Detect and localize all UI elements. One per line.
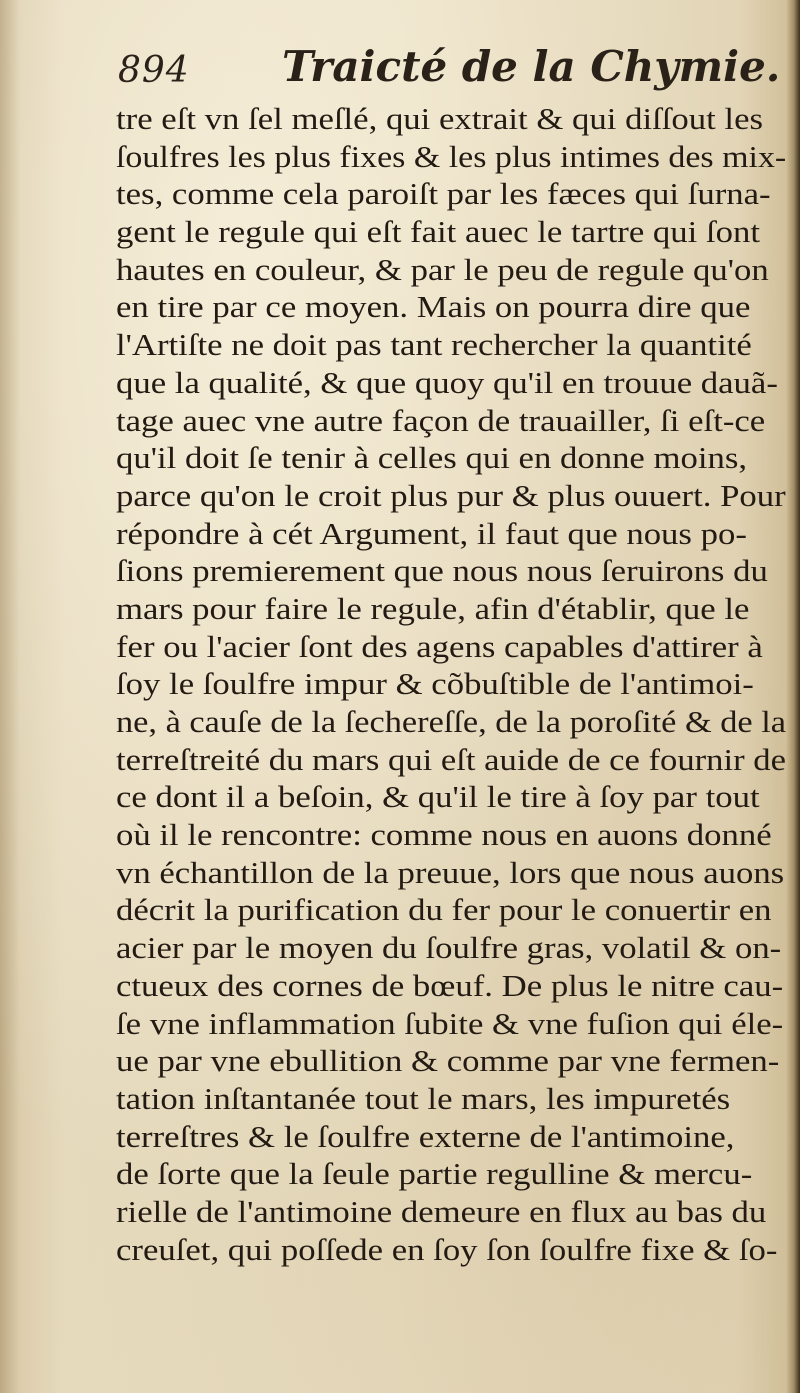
text-line: hautes en couleur, & par le peu de regule qu'on: [116, 251, 769, 287]
running-title: Traicté de la Chymie.: [282, 42, 781, 91]
text-line: tation inſtantanée tout le mars, les impuretés: [116, 1080, 731, 1116]
text-line: mars pour faire le regule, afin d'établir, que le: [116, 590, 750, 626]
gutter-shadow: [0, 0, 20, 1393]
page-number: 894: [118, 50, 190, 91]
text-line: que la qualité, & que quoy qu'il en trouue dauã-: [116, 364, 778, 400]
text-line: acier par le moyen du ſoulfre gras, volatil & on-: [116, 930, 782, 966]
text-line: qu'il doit ſe tenir à celles qui en donne moins,: [116, 440, 748, 476]
text-line: terreſtreité du mars qui eſt auide de ce fournir de: [116, 741, 786, 777]
text-line: tage auec vne autre façon de trauailler, ſi eſt-ce: [116, 402, 766, 438]
text-line: ce dont il a beſoin, & qu'il le tire à ſoy par tout: [116, 779, 760, 815]
text-line: fer ou l'acier ſont des agens capables d'attirer à: [116, 628, 763, 664]
text-line: où il le rencontre: comme nous en auons donné: [116, 817, 772, 853]
text-line: ſions premierement que nous nous ſeruirons du: [116, 553, 768, 589]
text-line: ue par vne ebullition & comme par vne fermen-: [116, 1043, 780, 1079]
text-line: décrit la purification du fer pour le conuertir en: [116, 892, 772, 928]
text-line: creuſet, qui poſſede en ſoy ſon ſoulfre fixe & ſo-: [116, 1231, 778, 1267]
text-line: tre eſt vn ſel meſlé, qui extrait & qui diſſout les: [116, 101, 764, 136]
text-line: en tire par ce moyen. Mais on pourra dire que: [116, 289, 751, 325]
text-line: ſoy le ſoulfre impur & cõbuſtible de l'antimoi-: [116, 666, 754, 702]
text-line: ſoulfres les plus fixes & les plus intimes des mix-: [116, 138, 787, 174]
text-line: vn échantillon de la preuue, lors que nous auons: [116, 854, 785, 890]
text-line: répondre à cét Argument, il faut que nous po-: [116, 515, 747, 551]
text-line: terreſtres & le ſoulfre externe de l'antimoine,: [116, 1118, 735, 1154]
text-line: gent le regule qui eſt fait auec le tartre qui ſont: [116, 214, 760, 250]
text-line: de ſorte que la ſeule partie regulline & mercu-: [116, 1156, 753, 1192]
text-line: rielle de l'antimoine demeure en flux au bas du: [116, 1193, 767, 1229]
text-line: ſe vne inflammation ſubite & vne fuſion qui éle-: [116, 1005, 784, 1041]
page-header: [118, 42, 781, 100]
text-line: parce qu'on le croit plus pur & plus ouuert. Pour: [116, 477, 786, 513]
text-line: tes, comme cela paroiſt par les fæces qui ſurna-: [116, 176, 771, 212]
text-line: l'Artiſte ne doit pas tant rechercher la quantité: [116, 327, 752, 363]
body-text: [116, 100, 786, 1268]
text-line: ne, à cauſe de la ſechereſſe, de la poroſité & de la: [116, 704, 787, 739]
text-line: ctueux des cornes de bœuf. De plus le nitre cau-: [116, 967, 784, 1003]
